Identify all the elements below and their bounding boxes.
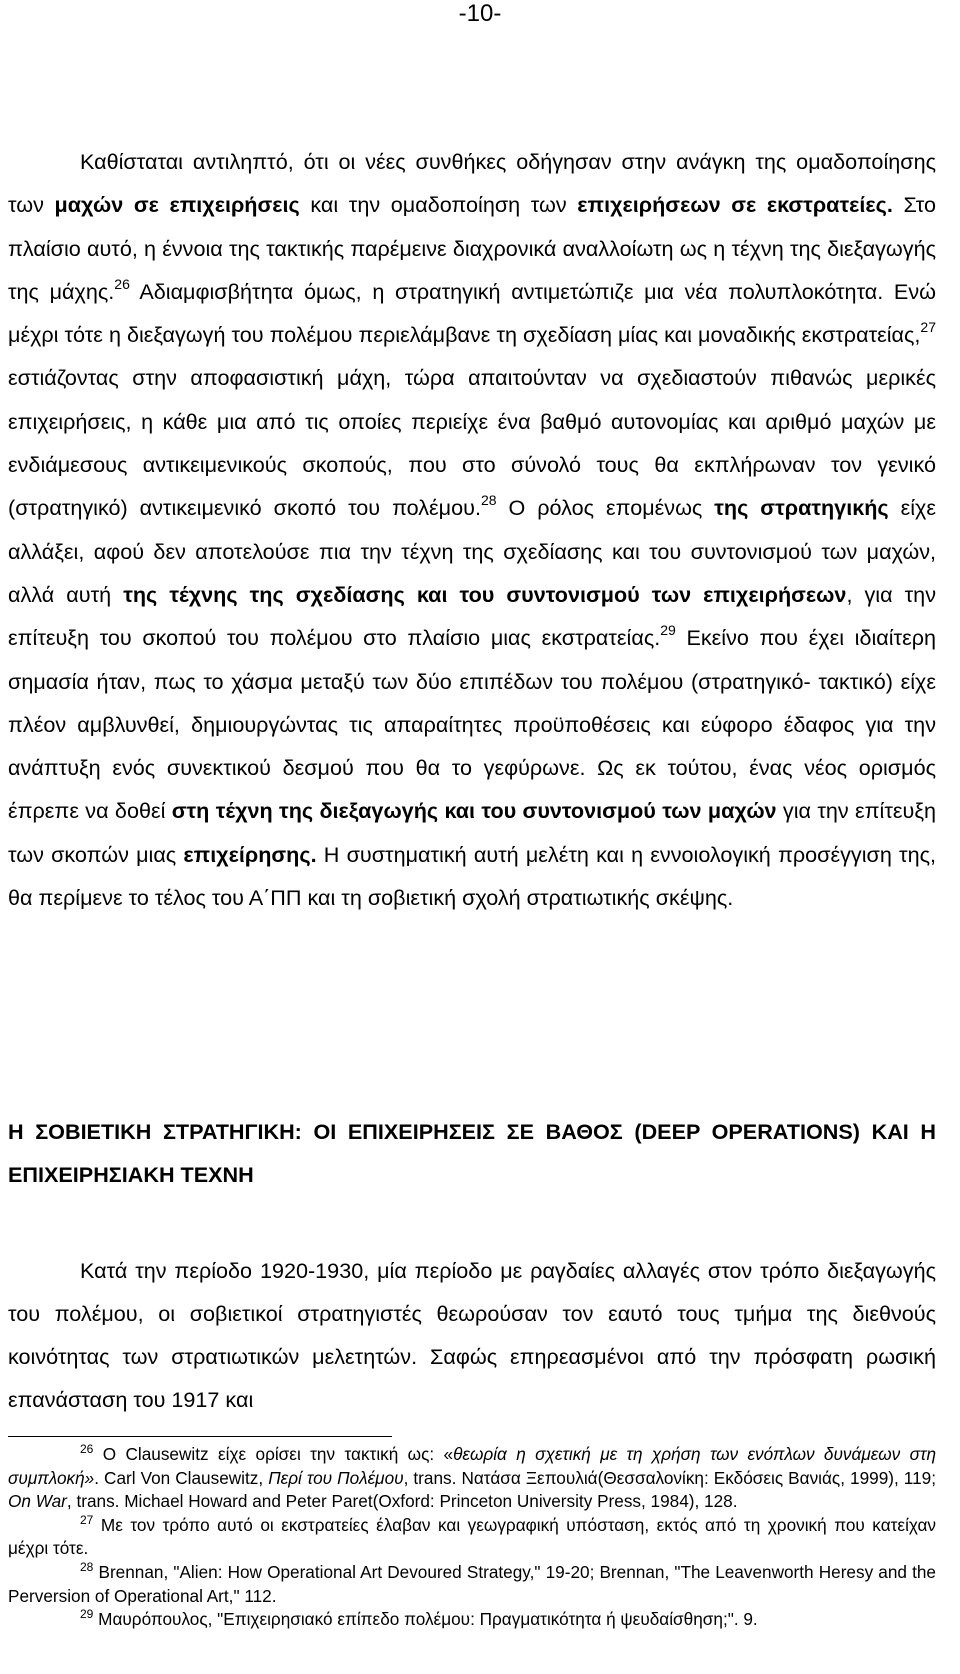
footnote-28 [8,1561,936,1608]
text-run: , για την επίτευξη του σκοπού του πολέμου στο πλαίσιο μιας εκστρατείας. [8,581,936,651]
paragraph-1 [8,140,936,919]
text-run: Ο ρόλος επομένως [496,495,715,521]
footnote-26 [8,1443,936,1514]
text-run: Εκείνο που έχει ιδιαίτερη σημασία ήταν, πως το χάσμα μεταξύ των δύο επιπέδων του πολέμου (στρατηγικό- τακτικό) είχε πλέον αμβλυνθεί, δημιουργώντας τις απαραίτητες προϋποθέσεις και εύφορο έδαφος για την ανάπτυξη ενός συνεκτικού δεσμού που θα το γεφύρωνε. Ως εκ τούτου, ένας νέος ορισμός έπρεπε να δοθεί [8,625,936,824]
text-run: και την ομαδοποίηση των [299,192,578,218]
footnote-29 [8,1608,936,1632]
footnote-ref-29[interactable]: 29 [660,622,676,639]
footnote-separator [8,1436,392,1437]
footnote-ref-26[interactable]: 26 [114,275,130,292]
footnote-text: . Carl Von Clausewitz, [94,1467,269,1488]
paragraph-2: Κατά την περίοδο 1920-1930, μία περίοδο με ραγδαίες αλλαγές στον τρόπο διεξαγωγής του πολέμου, οι σοβιετικοί στρατηγιστές θεωρούσαν τον εαυτό τους τμήμα της διεθνούς κοινότητας των στρατιωτικών μελετητών. Σαφώς επηρεασμένοι από την πρόσφατη ρωσική επανάσταση του 1917 και [8,1257,936,1413]
main-text-2 [8,1227,936,1443]
footnote-italic: θεωρία η σχετική με τη χρήση των ενόπλων δυνάμεων στη συμπλοκή» [8,1444,936,1488]
text-run: Στο πλαίσιο αυτό, η έννοια της τακτικής παρέμεινε διαχρονικά αναλλοίωτη ως η τέχνη της διεξαγωγής της μάχης. [8,192,936,304]
footnote-number: 28 [80,1559,94,1574]
text-run: Καθίσταται αντιληπτό, ότι οι νέες συνθήκες οδήγησαν στην ανάγκη της ομαδοποίησης των [8,149,936,218]
footnote-ref-28[interactable]: 28 [480,492,497,509]
text-run: Αδιαμφισβήτητα όμως, η στρατηγική αντιμετώπιζε μια νέα πολυπλοκότητα. Ενώ μέχρι τότε η διεξαγωγή του πολέμου περιελάμβανε τη σχεδίαση μίας και μοναδικής εκστρατείας, [8,278,936,348]
footnote-ref-27[interactable]: 27 [920,319,936,336]
footnote-number: 29 [80,1607,94,1622]
footnote-text: Με τον τρόπο αυτό οι εκστρατείες έλαβαν και γεωγραφική υπόσταση, εκτός από τη χρονική που κατείχαν μέχρι τότε. [8,1514,936,1559]
footnote-italic: Περί του Πολέμου [268,1467,404,1488]
footnote-text: Μαυρόπουλος, "Επιχειρησιακό επίπεδο πολέμου: Πραγματικότητα ή ψευδαίσθηση;". 9. [93,1609,758,1630]
text-run: είχε αλλάξει, αφού δεν αποτελούσε πια την τέχνη της σχεδίασης και του συντονισμού των μαχών, αλλά αυτή [8,495,937,607]
text-run: για την επίτευξη των σκοπών μιας [8,798,937,867]
footnote-27 [8,1514,936,1561]
bold-term: μαχών σε επιχειρήσεις [54,192,300,218]
footnote-number: 27 [80,1512,94,1527]
bold-term: επιχείρησης. [183,841,317,867]
main-text [8,140,936,919]
page-number: -10- [458,0,502,27]
footnote-text: Brennan, "Alien: How Operational Art Devoured Strategy," 19-20; Brennan, "The Leavenworth Heresy and the Perversion of Operational Art," 112. [8,1561,936,1606]
bold-term: επιχειρήσεων σε εκστρατείες. [577,192,893,218]
section-heading: Η ΣΟΒΙΕΤΙΚΗ ΣΤΡΑΤΗΓΙΚΗ: ΟΙ ΕΠΙΧΕΙΡΗΣΕΙΣ ΣΕ ΒΑΘΟΣ (DEEP OPERATIONS) ΚΑΙ Η ΕΠΙΧΕΙΡΗΣΙΑΚΗ ΤΕΧΝΗ [8,1119,936,1188]
bold-term: στη τέχνη της διεξαγωγής και του συντονισμού των μαχών [171,798,777,824]
footnote-text: , trans. Michael Howard and Peter Paret(Oxford: Princeton University Press, 1984), 128. [66,1491,738,1512]
text-run: Η συστηματική αυτή μελέτη και η εννοιολογική προσέγγιση της, θα περίμενε το τέλος του Α΄ΠΠ και τη σοβιετική σχολή στρατιωτικής σκέψης. [8,841,936,911]
text-run: εστιάζοντας στην αποφασιστική μάχη, τώρα απαιτούνταν να σχεδιαστούν πιθανώς μερικές επιχειρήσεις, η κάθε μια από τις οποίες περιείχε ένα βαθμό αυτονομίας και αριθμό μαχών με ενδιάμεσους αντικειμενικούς σκοπούς, που στο σύνολό τους θα εκπλήρωναν τον γενικό (στρατηγικό) αντικειμενικό σκοπό του πολέμου. [8,365,936,521]
footnotes [8,1443,936,1632]
footnote-italic: On War [8,1491,67,1512]
footnote-text: , trans. Νατάσα Ξεπουλιά(Θεσσαλονίκη: Εκδόσεις Βανιάς, 1999), 119; [403,1467,936,1488]
footnote-text: Ο Clausewitz είχε ορίσει την τακτική ως: « [93,1444,454,1464]
footnote-number: 26 [80,1442,94,1456]
bold-term: της τέχνης της σχεδίασης και του συντονισμού των επιχειρήσεων [123,581,847,607]
bold-term: της στρατηγικής [714,495,889,521]
